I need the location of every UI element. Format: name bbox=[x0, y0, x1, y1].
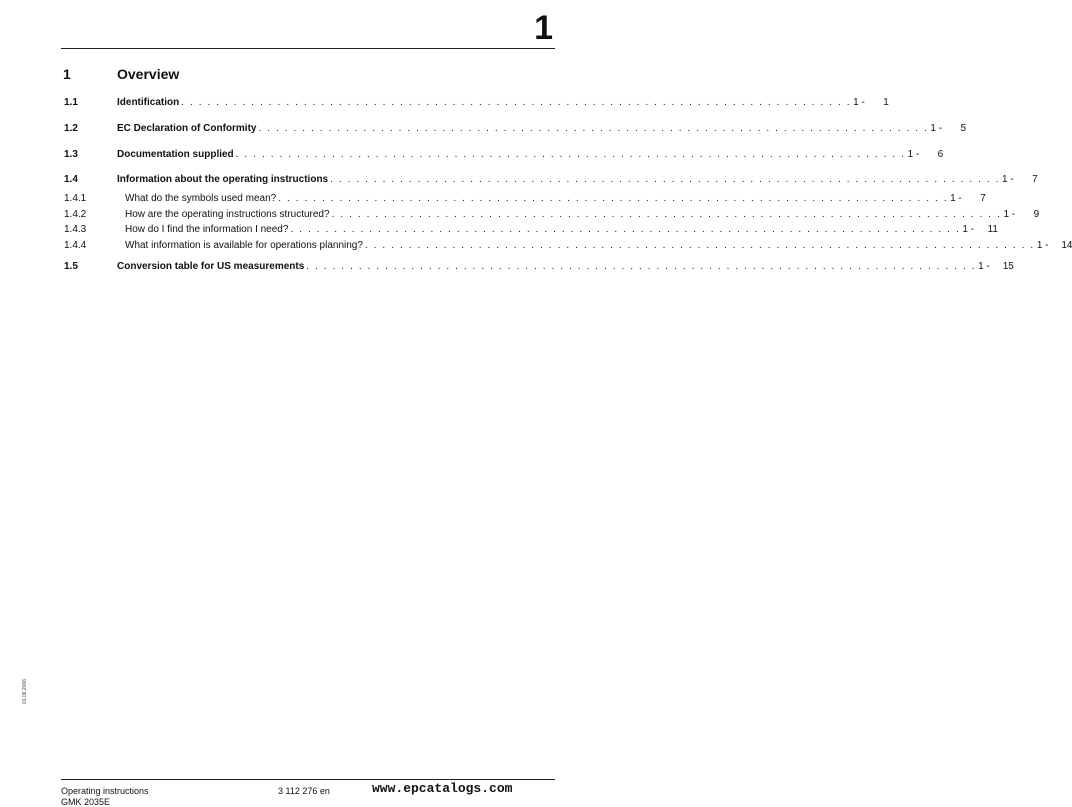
leader-dots: . . . . . . . . . . . . . . . . . . . . . . . . . . . . . . . . . . . . . . . . . . . . . . . . . . . . . . . . . . . . . . . . . . . . . . . . . . . . . bbox=[290, 224, 961, 235]
toc-page-prefix: 1 - bbox=[962, 224, 974, 235]
toc-page-number: 7 bbox=[980, 193, 986, 204]
toc-entry-1-4-4[interactable] bbox=[64, 239, 1072, 253]
leader-dots: . . . . . . . . . . . . . . . . . . . . . . . . . . . . . . . . . . . . . . . . . . . . . . . . . . . . . . . . . . . . . . . . . . . . . . . . . . . . . bbox=[258, 123, 929, 134]
top-divider bbox=[61, 48, 555, 49]
toc-title: EC Declaration of Conformity bbox=[117, 123, 257, 134]
toc-title: Information about the operating instructions bbox=[117, 174, 329, 185]
toc-page-number: 7 bbox=[1032, 174, 1038, 185]
toc-page-prefix: 1 - bbox=[950, 193, 962, 204]
toc-page-number: 1 bbox=[883, 97, 889, 108]
chapter-number: 1 bbox=[534, 9, 553, 47]
toc-number: 1.4 bbox=[64, 174, 78, 185]
section-number: 1 bbox=[63, 66, 71, 82]
side-date-stamp: 01.06.2006 bbox=[22, 678, 28, 704]
toc-number: 1.4.1 bbox=[64, 193, 87, 204]
toc-page-prefix: 1 - bbox=[853, 97, 865, 108]
leader-dots: . . . . . . . . . . . . . . . . . . . . . . . . . . . . . . . . . . . . . . . . . . . . . . . . . . . . . . . . . . . . . . . . . . . . . . . . . . . . . bbox=[331, 209, 1002, 220]
toc-entry-1-2[interactable] bbox=[64, 122, 967, 136]
toc-title: Conversion table for US measurements bbox=[117, 261, 305, 272]
toc-number: 1.4.2 bbox=[64, 209, 87, 220]
toc-entry-1-5[interactable] bbox=[64, 260, 1014, 274]
bottom-divider bbox=[61, 779, 555, 780]
toc-number: 1.3 bbox=[64, 149, 78, 160]
toc-entry-1-4-1[interactable] bbox=[64, 192, 986, 206]
toc-page-number: 14 bbox=[1061, 240, 1072, 251]
toc-entry-1-1[interactable] bbox=[64, 96, 889, 110]
toc-page-prefix: 1 - bbox=[978, 261, 990, 272]
toc-number: 1.1 bbox=[64, 97, 78, 108]
watermark-url: www.epcatalogs.com bbox=[372, 781, 513, 796]
leader-dots: . . . . . . . . . . . . . . . . . . . . . . . . . . . . . . . . . . . . . . . . . . . . . . . . . . . . . . . . . . . . . . . . . . . . . . . . . . . . . bbox=[235, 149, 906, 160]
footer-model: GMK 2035E bbox=[61, 797, 111, 807]
footer-doc-number: 3 112 276 en bbox=[278, 786, 330, 796]
toc-page-prefix: 1 - bbox=[907, 149, 920, 160]
leader-dots: . . . . . . . . . . . . . . . . . . . . . . . . . . . . . . . . . . . . . . . . . . . . . . . . . . . . . . . . . . . . . . . . . . . . . . . . . . . . . bbox=[306, 261, 977, 272]
toc-number: 1.2 bbox=[64, 123, 78, 134]
section-title: Overview bbox=[117, 66, 180, 82]
toc-title: How are the operating instructions structured? bbox=[125, 209, 330, 220]
toc-page-number: 6 bbox=[937, 149, 944, 160]
toc-entry-1-4-2[interactable] bbox=[64, 208, 1040, 222]
toc-title: How do I find the information I need? bbox=[125, 224, 289, 235]
toc-page-prefix: 1 - bbox=[930, 123, 943, 134]
toc-title: What do the symbols used mean? bbox=[125, 193, 277, 204]
toc-page-number: 9 bbox=[1033, 209, 1040, 220]
toc-page-number: 11 bbox=[987, 224, 998, 235]
toc-page-number: 5 bbox=[960, 123, 967, 134]
toc-page-prefix: 1 - bbox=[1002, 174, 1014, 185]
leader-dots: . . . . . . . . . . . . . . . . . . . . . . . . . . . . . . . . . . . . . . . . . . . . . . . . . . . . . . . . . . . . . . . . . . . . . . . . . . . . . bbox=[278, 193, 949, 204]
toc-entry-1-4-3[interactable] bbox=[64, 223, 998, 237]
toc-number: 1.4.3 bbox=[64, 224, 87, 235]
toc-entry-1-4[interactable] bbox=[64, 173, 1038, 187]
leader-dots: . . . . . . . . . . . . . . . . . . . . . . . . . . . . . . . . . . . . . . . . . . . . . . . . . . . . . . . . . . . . . . . . . . . . . . . . . . . . . bbox=[330, 174, 1000, 185]
toc-page-prefix: 1 - bbox=[1036, 240, 1049, 251]
toc-entry-1-3[interactable] bbox=[64, 148, 944, 162]
toc-number: 1.4.4 bbox=[64, 240, 87, 251]
leader-dots: . . . . . . . . . . . . . . . . . . . . . . . . . . . . . . . . . . . . . . . . . . . . . . . . . . . . . . . . . . . . . . . . . . . . . . . . . . . . . bbox=[364, 240, 1035, 251]
toc-title: What information is available for operations planning? bbox=[125, 240, 363, 251]
toc-title: Identification bbox=[117, 97, 180, 108]
toc-page-prefix: 1 - bbox=[1003, 209, 1016, 220]
footer-document-type: Operating instructions bbox=[61, 786, 149, 796]
leader-dots: . . . . . . . . . . . . . . . . . . . . . . . . . . . . . . . . . . . . . . . . . . . . . . . . . . . . . . . . . . . . . . . . . . . . . . . . . . . . . bbox=[181, 97, 852, 108]
toc-number: 1.5 bbox=[64, 261, 78, 272]
toc-page-number: 15 bbox=[1002, 261, 1014, 272]
toc-title: Documentation supplied bbox=[117, 149, 234, 160]
